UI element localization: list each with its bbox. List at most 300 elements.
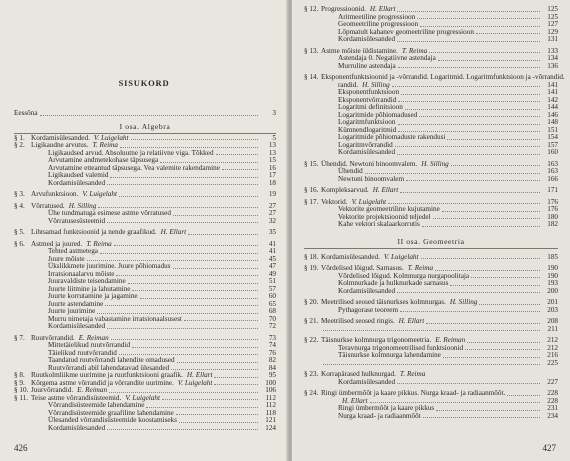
page-number: 142 <box>547 95 558 104</box>
page-number: 234 <box>547 411 558 420</box>
page-number: 228 <box>547 396 558 405</box>
leader-dots <box>40 115 258 116</box>
page-number: 60 <box>268 292 276 300</box>
entry-title: Ühendid. Newtoni binoomvalem. <box>321 159 418 168</box>
page-number: 227 <box>547 377 558 386</box>
leader-dots <box>397 292 540 293</box>
leader-dots <box>98 207 258 208</box>
leader-dots <box>105 305 258 306</box>
entry-title: Astendaja 0. Negatiivne astendaja <box>338 54 436 62</box>
entry-title: Võrratusesüsteemid <box>48 216 106 225</box>
entry-title: Ringi ümbermõõt ja kaare pikkus <box>338 404 435 412</box>
entry-title: Juurte liitmine ja lahutamine <box>48 284 131 293</box>
leader-dots <box>173 215 258 216</box>
leader-dots <box>426 323 540 324</box>
leader-dots <box>214 384 258 385</box>
page-number: 41 <box>268 239 276 248</box>
entry-author: E. Reiman <box>78 333 109 342</box>
leader-dots <box>216 154 258 155</box>
toc-entry <box>14 229 276 237</box>
toc-subentry <box>304 36 558 44</box>
page-number: 106 <box>265 386 276 394</box>
entry-title: randid. <box>338 80 359 89</box>
entry-title: Vektorite geomeetriline kujutamine <box>338 205 440 213</box>
toc-subentry <box>304 149 558 157</box>
toc-subentry <box>304 352 558 360</box>
entry-title: Juurvõrrandid. <box>31 386 74 394</box>
leader-dots <box>433 218 540 219</box>
entry-title: Arvutamine andmetekohase täpsusega <box>48 156 159 164</box>
entry-title: Logaritmi definitsioon <box>338 103 403 111</box>
entry-author: E. Reiman <box>435 336 466 344</box>
entry-title: Kolmnurkade ja hulknurkade sarnasus <box>338 279 449 287</box>
section-number: § 21. <box>304 317 319 325</box>
page-number: 160 <box>547 148 558 156</box>
leader-dots <box>423 417 540 418</box>
entry-title: Tehted astmetega <box>48 247 98 255</box>
entry-title: Logaritmvõrrandid <box>338 140 393 149</box>
entry-title: Kõrgema astme võrrandid ja võrrandite uurimine. <box>31 378 174 387</box>
leader-dots <box>395 146 540 147</box>
leader-dots <box>442 211 540 212</box>
page-number: 95 <box>268 371 276 379</box>
toc-subentry <box>304 221 558 229</box>
page-number: 166 <box>547 174 558 183</box>
toc-subentry <box>304 413 558 421</box>
page-number: 13 <box>268 148 276 157</box>
section-number: § 10. <box>14 386 29 394</box>
entry-title: Newtoni binoomvalem <box>338 174 405 183</box>
page-number: 17 <box>268 171 276 179</box>
page-number: 163 <box>547 167 558 175</box>
page-number: 182 <box>547 220 558 228</box>
page-number: 225 <box>547 358 558 367</box>
page-number: 27 <box>268 201 276 210</box>
toc-subentry <box>14 323 276 331</box>
leader-dots <box>443 357 540 358</box>
entry-title: Eksponentfunktsioon <box>338 88 400 96</box>
page-number: 124 <box>265 423 276 432</box>
leader-dots <box>323 364 540 365</box>
entry-title: Võrrandisüsteemide graafiline lahendamine <box>48 408 174 417</box>
page-number: 190 <box>547 264 558 272</box>
entry-title: Arvufunktsioon. <box>31 190 79 198</box>
page-number: 125 <box>547 5 558 13</box>
page-number: 16 <box>268 163 276 172</box>
page-number: 141 <box>547 80 558 89</box>
toc-subentry <box>304 307 558 315</box>
entry-title: Teravnurga trigonomeetrilised funktsioonid <box>338 343 464 352</box>
page-number: 212 <box>547 343 558 352</box>
leader-dots <box>100 253 258 254</box>
leader-dots <box>397 11 540 12</box>
leader-dots <box>107 328 258 329</box>
section-number: § 2. <box>14 141 25 149</box>
page-number: 200 <box>547 286 558 295</box>
page-number: 13 <box>268 141 276 149</box>
page-number: 76 <box>268 348 276 357</box>
leader-dots <box>450 285 540 286</box>
section-number: § 15. <box>304 159 319 168</box>
section-number: § 13. <box>304 46 319 55</box>
page-number: 154 <box>547 133 558 141</box>
page-number: 131 <box>547 35 558 43</box>
page-number: 112 <box>265 393 276 402</box>
page-number: 157 <box>547 140 558 149</box>
page-number: 185 <box>547 252 558 261</box>
leader-dots <box>119 196 258 197</box>
section-number: § 16. <box>304 186 319 194</box>
entry-title: Kahe vektori skalaarkorrutis <box>338 220 420 228</box>
page-number: 57 <box>268 284 276 293</box>
leader-dots <box>188 234 258 235</box>
entry-title: Ligikaudsed valemid <box>48 171 109 179</box>
page-number: 32 <box>268 216 276 225</box>
entry-title: Kordamisülesanded <box>48 322 106 330</box>
leader-dots <box>406 180 540 181</box>
entry-title: Ühendid <box>338 167 363 175</box>
page-number: 163 <box>547 159 558 168</box>
section-number: § 14. <box>304 73 319 81</box>
entry-author: T. Reima <box>92 141 118 149</box>
entry-author: H. Ellart <box>369 5 396 13</box>
entry-title: Täielikud ruutvõrrandid <box>48 348 117 357</box>
page-number: 73 <box>268 333 276 342</box>
entry-title: Juurte korrutamine ja jagamine <box>48 292 138 300</box>
entry-title: Logaritmide põhiomadused <box>338 110 418 119</box>
entry-title: Pythagorase teoreem <box>338 305 399 314</box>
leader-dots <box>119 354 258 355</box>
page-number: 19 <box>268 190 276 198</box>
leader-dots <box>420 26 540 27</box>
entry-title: Nurga kraad- ja radiaanmõõt <box>338 411 421 420</box>
leader-dots <box>447 139 540 140</box>
leader-dots <box>467 342 540 343</box>
entry-author: V. Luigelaht <box>125 393 160 402</box>
entry-title: Meetrilised seosed täisnurkses kolmnurgas. <box>321 298 446 306</box>
part-rule <box>304 248 558 249</box>
section-number: § 18. <box>304 252 319 261</box>
entry-title: Arvutamine etteantud täpsusega. Vea valemite rakendamine <box>48 163 220 172</box>
entry-title: Eksponentfunktsioonid ja -võrrandid. Logaritmid. Logaritmfunktsioon ja -võrrandid. <box>321 73 565 81</box>
leader-dots <box>87 260 258 261</box>
page-number: 171 <box>547 186 558 194</box>
page-number: 27 <box>268 209 276 217</box>
entry-title: Ligikaudne arvutus. <box>31 141 89 149</box>
entry-title: Ükslikkmete juurimine. Juure põhiomadus <box>48 262 171 270</box>
entry-title: Ruutvõrrandid. <box>31 333 75 342</box>
entry-title: Ühe tundmatuga esimese astme võrratused <box>48 209 171 217</box>
leader-dots <box>173 268 258 269</box>
entry-title: Logaritmfunktsioon <box>338 118 396 126</box>
page-number: 45 <box>268 254 276 263</box>
leader-dots <box>476 33 540 34</box>
page-number: 5 <box>272 133 276 142</box>
entry-title: Võrratused. <box>31 201 65 210</box>
leader-dots <box>421 258 541 259</box>
entry-author: T. Reima <box>401 46 428 55</box>
page-number: 82 <box>268 356 276 364</box>
leader-dots <box>405 109 540 110</box>
entry-title: Aritmeetiline progressioon <box>338 12 416 21</box>
leader-dots <box>177 362 258 363</box>
entry-title: Mittetäielikud ruutvõrrandid <box>48 341 131 349</box>
page-number: 134 <box>547 54 558 62</box>
page-number: 136 <box>547 61 558 70</box>
leader-dots <box>370 402 540 403</box>
page-number: 127 <box>547 20 558 28</box>
entry-author: V. Luigelaht <box>351 197 387 206</box>
section-number: § 17. <box>304 197 319 206</box>
page-number: 176 <box>547 205 558 213</box>
entry-title: Kordamisülesanded <box>48 423 106 432</box>
right-page-number: 427 <box>542 443 556 453</box>
leader-dots <box>179 422 258 423</box>
entry-title: Kordamisülesanded. <box>321 252 380 261</box>
page-number: 65 <box>268 299 276 308</box>
page-number: 216 <box>547 351 558 359</box>
entry-author: T. Reima <box>86 239 112 248</box>
entry-title: Kordamisülesanded. <box>31 133 90 142</box>
toc-entry <box>304 187 558 195</box>
entry-title: Ruutkolmliikme uurimine ja ruutfunktsiooni graafik. <box>31 371 183 379</box>
section-number: § 1. <box>14 133 25 142</box>
page-number: 180 <box>547 212 558 221</box>
page-number: 49 <box>268 269 276 278</box>
entry-author: H. Ellart <box>160 228 187 236</box>
leader-dots <box>131 139 259 140</box>
page-number: 47 <box>268 262 276 270</box>
entry-title: Lõpmatult kahanev geomeetriline progressioon <box>338 27 474 36</box>
section-number: § 3. <box>14 190 25 198</box>
page-number: 176 <box>547 197 558 206</box>
leader-dots <box>392 86 540 87</box>
page-number: 72 <box>268 322 276 330</box>
toc-entry <box>14 110 276 118</box>
entry-title: Kordamisülesanded <box>338 286 396 295</box>
entry-author: T. Reima <box>407 264 434 272</box>
entry-title: Võrrandisüsteemide lahendamine <box>48 401 145 409</box>
toc-subentry <box>14 218 276 226</box>
right-page <box>292 0 570 461</box>
leader-dots <box>398 131 540 132</box>
page-number: 84 <box>268 363 276 372</box>
entry-author: H. Ellart <box>372 186 399 194</box>
leader-dots <box>146 407 258 408</box>
page-number: 148 <box>547 118 558 126</box>
leader-dots <box>111 339 258 340</box>
entry-author: H. Ellart <box>186 371 213 379</box>
left-toc <box>14 110 276 432</box>
page-number: 144 <box>547 103 558 111</box>
leader-dots <box>222 169 258 170</box>
entry-author: V. Luigelaht <box>177 378 213 387</box>
entry-author: H. Silling <box>449 298 478 306</box>
section-number: § 22. <box>304 336 319 344</box>
section-number: § 5. <box>14 228 25 236</box>
entry-title: Kordamisülesanded <box>48 178 106 187</box>
page-number: 118 <box>265 408 276 417</box>
entry-title: Teise astme võrrandisüsteemid. <box>31 393 122 402</box>
entry-author: V. Luigelaht <box>383 252 419 261</box>
leader-dots <box>422 226 540 227</box>
entry-author: V. Luigelaht <box>93 133 129 142</box>
leader-dots <box>429 52 540 53</box>
leader-dots <box>107 184 258 185</box>
part-heading: I osa. Algebra <box>119 121 171 131</box>
leader-dots <box>107 222 258 223</box>
entry-author: V. Luigelaht <box>82 190 117 198</box>
toc-subentry <box>304 288 558 296</box>
page-number: 3 <box>272 109 276 117</box>
leader-dots <box>479 304 540 305</box>
entry-title: Korrapärased hulknurgad. <box>321 370 396 378</box>
leader-dots <box>171 369 258 370</box>
entry-title: Irratsionaalarvu mõiste <box>48 269 115 278</box>
leader-dots <box>397 41 540 42</box>
entry-author: H. Ellart <box>342 396 368 405</box>
page-number: 18 <box>268 178 276 187</box>
leader-dots <box>507 395 540 396</box>
toc-spacer <box>304 229 558 233</box>
leader-dots <box>388 203 540 204</box>
page-number: 68 <box>268 307 276 315</box>
toc-entry <box>304 326 558 334</box>
page-number: 125 <box>547 12 558 21</box>
leader-dots <box>435 270 540 271</box>
leader-dots <box>120 147 258 148</box>
section-number: § 20. <box>304 298 319 306</box>
page-number: 212 <box>547 336 558 344</box>
leader-dots <box>436 410 540 411</box>
section-number: § 19. <box>304 264 319 272</box>
page-number: 203 <box>547 305 558 314</box>
right-toc <box>304 5 565 420</box>
entry-title: Kordamisülesanded <box>338 35 396 43</box>
entry-title: Juuravaldiste teisendamine <box>48 277 126 285</box>
page-number: 190 <box>547 271 558 280</box>
entry-title: Vektorid. <box>321 197 348 206</box>
leader-dots <box>451 165 540 166</box>
leader-dots <box>397 383 540 384</box>
leader-dots <box>465 349 540 350</box>
page-number: 146 <box>547 110 558 119</box>
entry-title: Ligikaudsed arvud. Absoluutne ja relatiivne viga. Tõkked <box>48 148 214 157</box>
entry-title: Meetrilised seosed ringis. <box>321 317 395 325</box>
leader-dots <box>97 313 258 314</box>
toc-entry <box>304 360 558 368</box>
section-number: § 8. <box>14 371 25 379</box>
entry-title: Ruutvõrrandi abil lahendatavad ülesanded <box>48 363 170 372</box>
entry-title: Kompleksarvud. <box>321 186 369 194</box>
entry-author: H. Silling <box>362 80 390 89</box>
entry-title: Juurte juurimine <box>48 307 96 315</box>
leader-dots <box>398 101 540 102</box>
toc-subentry <box>14 180 276 188</box>
section-number: § 4. <box>14 201 25 210</box>
entry-author: T. Reima <box>399 370 426 378</box>
leader-dots <box>132 347 258 348</box>
leader-dots <box>365 173 540 174</box>
section-number: § 9. <box>14 378 25 387</box>
toc-entry <box>304 318 558 326</box>
leader-dots <box>162 399 258 400</box>
page-number: 70 <box>268 314 276 323</box>
entry-title: Kordamisülesanded <box>338 377 396 386</box>
page-number: 100 <box>265 378 276 387</box>
page-number: 211 <box>547 324 558 333</box>
entry-author: H. Ellart <box>398 317 425 325</box>
leader-dots <box>417 18 540 19</box>
entry-title: Vektorite projektsioonid teljedel <box>338 212 431 221</box>
leader-dots <box>140 298 258 299</box>
leader-dots <box>398 124 541 125</box>
entry-title: Astmed ja juured. <box>31 239 83 248</box>
leader-dots <box>323 330 540 331</box>
leader-dots <box>110 177 258 178</box>
entry-author: E. Reiman <box>77 386 108 394</box>
entry-title: Kordamisülesanded <box>338 148 396 156</box>
leader-dots <box>160 162 258 163</box>
page-number: 231 <box>547 404 558 412</box>
left-page-number: 426 <box>14 443 28 453</box>
page-number: 151 <box>547 125 558 134</box>
leader-dots <box>398 67 540 68</box>
entry-title: Täisnurkse kolmnurga trigonomeetria. <box>321 336 432 344</box>
page-number: 228 <box>547 389 558 397</box>
page-number: 141 <box>547 88 558 96</box>
section-number: § 23. <box>304 370 319 378</box>
section-number: § 24. <box>304 389 319 397</box>
page-number: 35 <box>268 228 276 236</box>
entry-title: Taandatud ruutvõrrandi lahendite omadused <box>48 356 175 364</box>
entry-title: Lihtsamad funktsioonid ja nende graafikud. <box>31 228 157 236</box>
leader-dots <box>132 290 258 291</box>
entry-title: Juurte astendamine <box>48 299 104 308</box>
leader-dots <box>397 154 540 155</box>
entry-title: Eessõna <box>14 109 38 117</box>
entry-title: Juure mõiste <box>48 254 85 263</box>
section-number: § 7. <box>14 333 25 342</box>
entry-title: Astme mõiste üldistamine. <box>321 46 398 55</box>
leader-dots <box>116 275 258 276</box>
page-number: 121 <box>265 416 276 424</box>
toc-entry <box>14 191 276 199</box>
page-number: 133 <box>547 46 558 55</box>
contents-title: SISUKORD <box>118 78 170 88</box>
section-number: § 6. <box>14 239 25 248</box>
entry-title: Võrdelised lõigud. Kolmnurga nurgapoolitaja <box>338 271 470 280</box>
leader-dots <box>176 414 258 415</box>
toc-subentry <box>14 425 276 433</box>
leader-dots <box>184 320 258 321</box>
toc-entry <box>304 254 558 262</box>
leader-dots <box>400 192 540 193</box>
page-number: 15 <box>268 156 276 164</box>
leader-dots <box>438 60 540 61</box>
entry-author: H. Silling <box>421 159 449 168</box>
page-number: 193 <box>547 279 558 287</box>
section-number: § 11. <box>14 393 29 402</box>
leader-dots <box>214 377 258 378</box>
leader-dots <box>471 277 540 278</box>
section-number: § 12. <box>304 5 319 13</box>
toc-subentry <box>304 176 558 184</box>
page-number: 208 <box>547 317 558 325</box>
leader-dots <box>128 283 258 284</box>
entry-title: Täisnurkse kolmnurga lahendamine <box>338 351 441 359</box>
entry-title: Geomeetriline progressioon <box>338 20 419 28</box>
